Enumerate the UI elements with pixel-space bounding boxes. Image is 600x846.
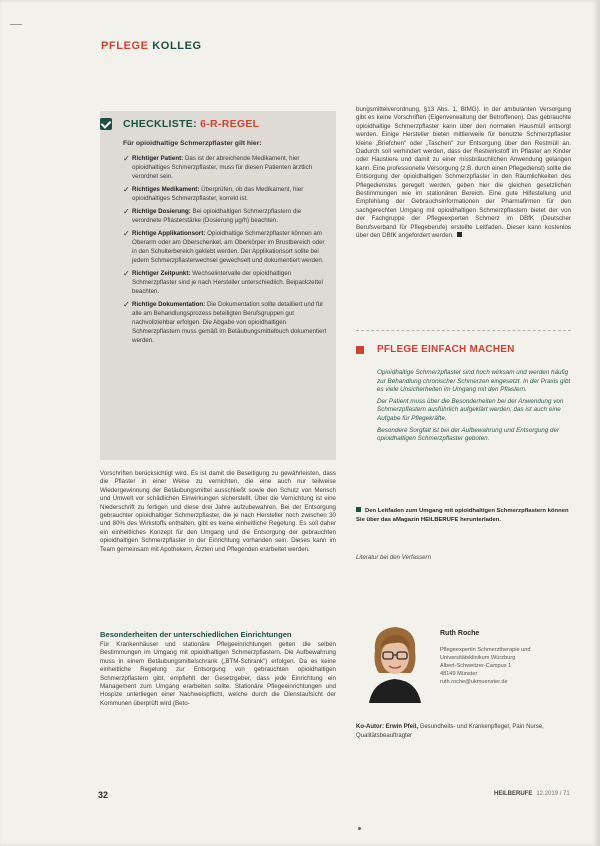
checklist-item: ✓ Richtiges Medikament: Überprüfen, ob das Medikament, hier opioidhaltiges Schmerzpflaster, korrekt ist.	[123, 185, 304, 202]
download-note: Den Leitfaden zum Umgang mit opioidhaltigen Schmerzpflastern können Sie über das aMagazin HEILBERUFE herunterladen.	[356, 508, 569, 523]
checklist-item: ✓ Richtiger Zeitpunkt: Wechselintervalle der opioidhaltigen Schmerzpflaster sind je nach Hersteller unterschiedlich. Beipackzettel beachten.	[123, 269, 323, 295]
checklist-item: ✓ Richtige Dokumentation: Die Dokumentation sollte detailliert und für alle am Behandlungsprozess beteiligten Berufsgruppen gut nachvollziehbar erfolgen. Die Abgabe von opioidhaltigen Schmerzpflastern muss gemäß im Betäubungsmittelbuch dokumentiert werden.	[123, 300, 327, 344]
pflege-einfach-machen-body: Opioidhaltige Schmerzpflaster sind hoch wirksam und werden häufig zur Behandlung chronischer Schmerzen eingesetzt. In der Praxis gibt es viele Unsicherheiten im Umgang mit den Pflastern. Der Patient muss über die Besonderheiten bei der Anwendung von Schmerzpflastern ausführlich aufgeklärt werden; das ist auch eine Aufgabe für Pflegekräfte. Besondere Sorgfalt ist bei der Aufbewahrung und Entsorgung der opioidhaltigen Schmerzpflaster geboten.	[377, 369, 571, 443]
checklist-intro: Für opioidhaltige Schmerzpflaster gilt hier:	[123, 140, 262, 147]
checklist-item: ✓ Richtiger Patient: Das ist der abreichende Medikament, hier opioidhaltiges Schmerzpflaster, muss für diesen Patienten ärztlich verordnet sein.	[123, 154, 313, 180]
subheading: Besonderheiten der unterschiedlichen Einrichtungen	[100, 630, 292, 639]
author-info: Pflegeexpertin Schmerztherapie und Universitätsklinikum Würzburg Albert-Schweitzer-Campus 1 48149 Münster ruth.roche@ukmuenster.de	[440, 647, 531, 685]
page-number: 32	[98, 790, 109, 800]
pflege-einfach-machen-header: PFLEGE EINFACH MACHEN	[356, 344, 515, 355]
checklist-item: ✓ Richtige Dosierung: Bei opioidhaltigen Schmerzpflastern die verordnete Pflasterstärke (Dosierung µg/h) beachten.	[123, 207, 302, 224]
section-label: PFLEGE KOLLEG	[101, 40, 202, 52]
check-icon: ✓	[123, 185, 130, 194]
check-icon: ✓	[123, 229, 130, 238]
print-mark	[358, 827, 361, 830]
body-text-right: bungsmittelverordnung, §13 Abs. 1, BtMG). In der ambulanten Versorgung gibt es keine Vorschriften (Eigenverwaltung der Betroffenen). Das gebrauchte opioidhaltige Schmerzpflaster kann über den normalen Hausmüll entsorgt werden. Einige Hersteller bieten mittlerweile für benutzte Schmerzpflaster kleine „Briefchen" oder „Taschen" zur Entsorgung über den Restmüll an. Dadurch soll verhindert werden, dass der Restwirkstoff im Pflaster an Kinder oder Haustiere und damit zu einer missbräuchlichen Anwendung gelangen kann. Eine professionelle Versorgung (z.B. durch einen Pflegedienst) sollte die Entsorgung der opioidhaltigen Schmerzpflaster in den Räumlichkeiten des Pflegedienstes geregelt werden, geben hier die gleichen gesetzlichen Bestimmungen wie im stationären Bereich. Eine gute Hilfestellung und Empfehlung der Gebrauchsinformationen der Pharmafirmen für den sachgerechten Umgang mit opioidhaltigen Schmerzpflastern bietet der von der Fachgruppe der Pflegeexperten Schmerz im DBfK (Deutscher Berufsverband für Pflegeberufe) erstellte Leitfaden. Dieser kann kostenlos über den DBfK angefordert werden.	[356, 106, 571, 240]
check-icon: ✓	[123, 154, 130, 163]
author-name: Ruth Roche	[440, 630, 480, 637]
body-text-left-2: Für Krankenhäuser und stationäre Pflegeeinrichtungen gelten die selben Bestimmungen im Umgang mit opioidhaltigen Schmerzpflastern. Die Aufbewahrung muss in einem Betäubungsmittelschrank („BTM-Schrank") erfolgen. Da es keine einheitliche Regelung zur Entsorgung von gebrauchten opioidhaltigen Schmerzpflastern gibt, empfiehlt der Gesetzgeber, dass jede Einrichtung ein Management zum Umgang erarbeiten sollte. Stationäre Pflegeeinrichtungen und Hospize unterliegen einer Nachweispflicht, welche durch die Dienstaufsicht der Kommunen überprüft wird (Beto-	[100, 641, 336, 707]
crop-mark	[10, 24, 22, 25]
article-end-mark	[457, 232, 462, 237]
square-bullet-icon	[356, 507, 361, 512]
checkbox-icon	[100, 118, 112, 130]
checklist-list	[123, 154, 329, 349]
check-icon: ✓	[123, 269, 130, 278]
coauthor-info: Ko-Autor: Erwin Pfeil, Gesundheits- und Krankenpfleger, Pain Nurse, Qualitätsbeauftragter	[356, 724, 544, 739]
literature-note: Literatur bei den Verfassern	[356, 554, 431, 561]
checklist-box	[100, 111, 336, 460]
checklist-header	[100, 116, 259, 132]
author-portrait	[363, 621, 427, 703]
checklist-title: CHECKLISTE: 6-R-REGEL	[123, 118, 260, 130]
divider	[356, 330, 571, 331]
square-bullet-icon	[356, 346, 364, 354]
check-icon: ✓	[123, 300, 130, 309]
footer: HEILBERUFE 12.2019 / 71	[494, 791, 570, 797]
body-text-left: Vorschriften berücksichtigt wird. Es ist damit die Beseitigung zu gewährleisten, dass die Pflaster in einer Weise zu vernichten, die eine auch nur teilweise Wiedergewinnung der Betäubungsmittel ausschließt sowie den Schutz von Mensch und Umwelt vor schädlichen Einwirkungen sicherstellt. Über die Vernichtung ist eine Niederschrift zu fertigen und diese drei Jahre aufzubewahren. Bei der Entsorgung gebrauchter opioidhaltiger Schmerzpflaster, die je nach Hersteller noch zwischen 30 und 80% des Wirkstoffs enthalten, gibt es keine einheitliche Regelung. Es soll daher ein einheitliches Konzept für den Umgang und die Entsorgung der gebrauchten opioidhaltigen Schmerzpflaster in der Einrichtung vorhanden sein. Dieses kann im Team gemeinsam mit Apothekern, Ärzten und Pflegenden erarbeitet werden.	[100, 470, 336, 553]
checklist-item: ✓ Richtige Applikationsort: Opioidhaltige Schmerzpflaster können am Oberarm oder am Oberschenkel, am Oberkörper im Brustbereich oder in den Schulterbereich geklebt werden. Der Applikationsort sollte bei jedem Schmerzpflasterwechsel gewechselt und dokumentiert werden.	[123, 229, 325, 264]
check-icon: ✓	[123, 207, 130, 216]
